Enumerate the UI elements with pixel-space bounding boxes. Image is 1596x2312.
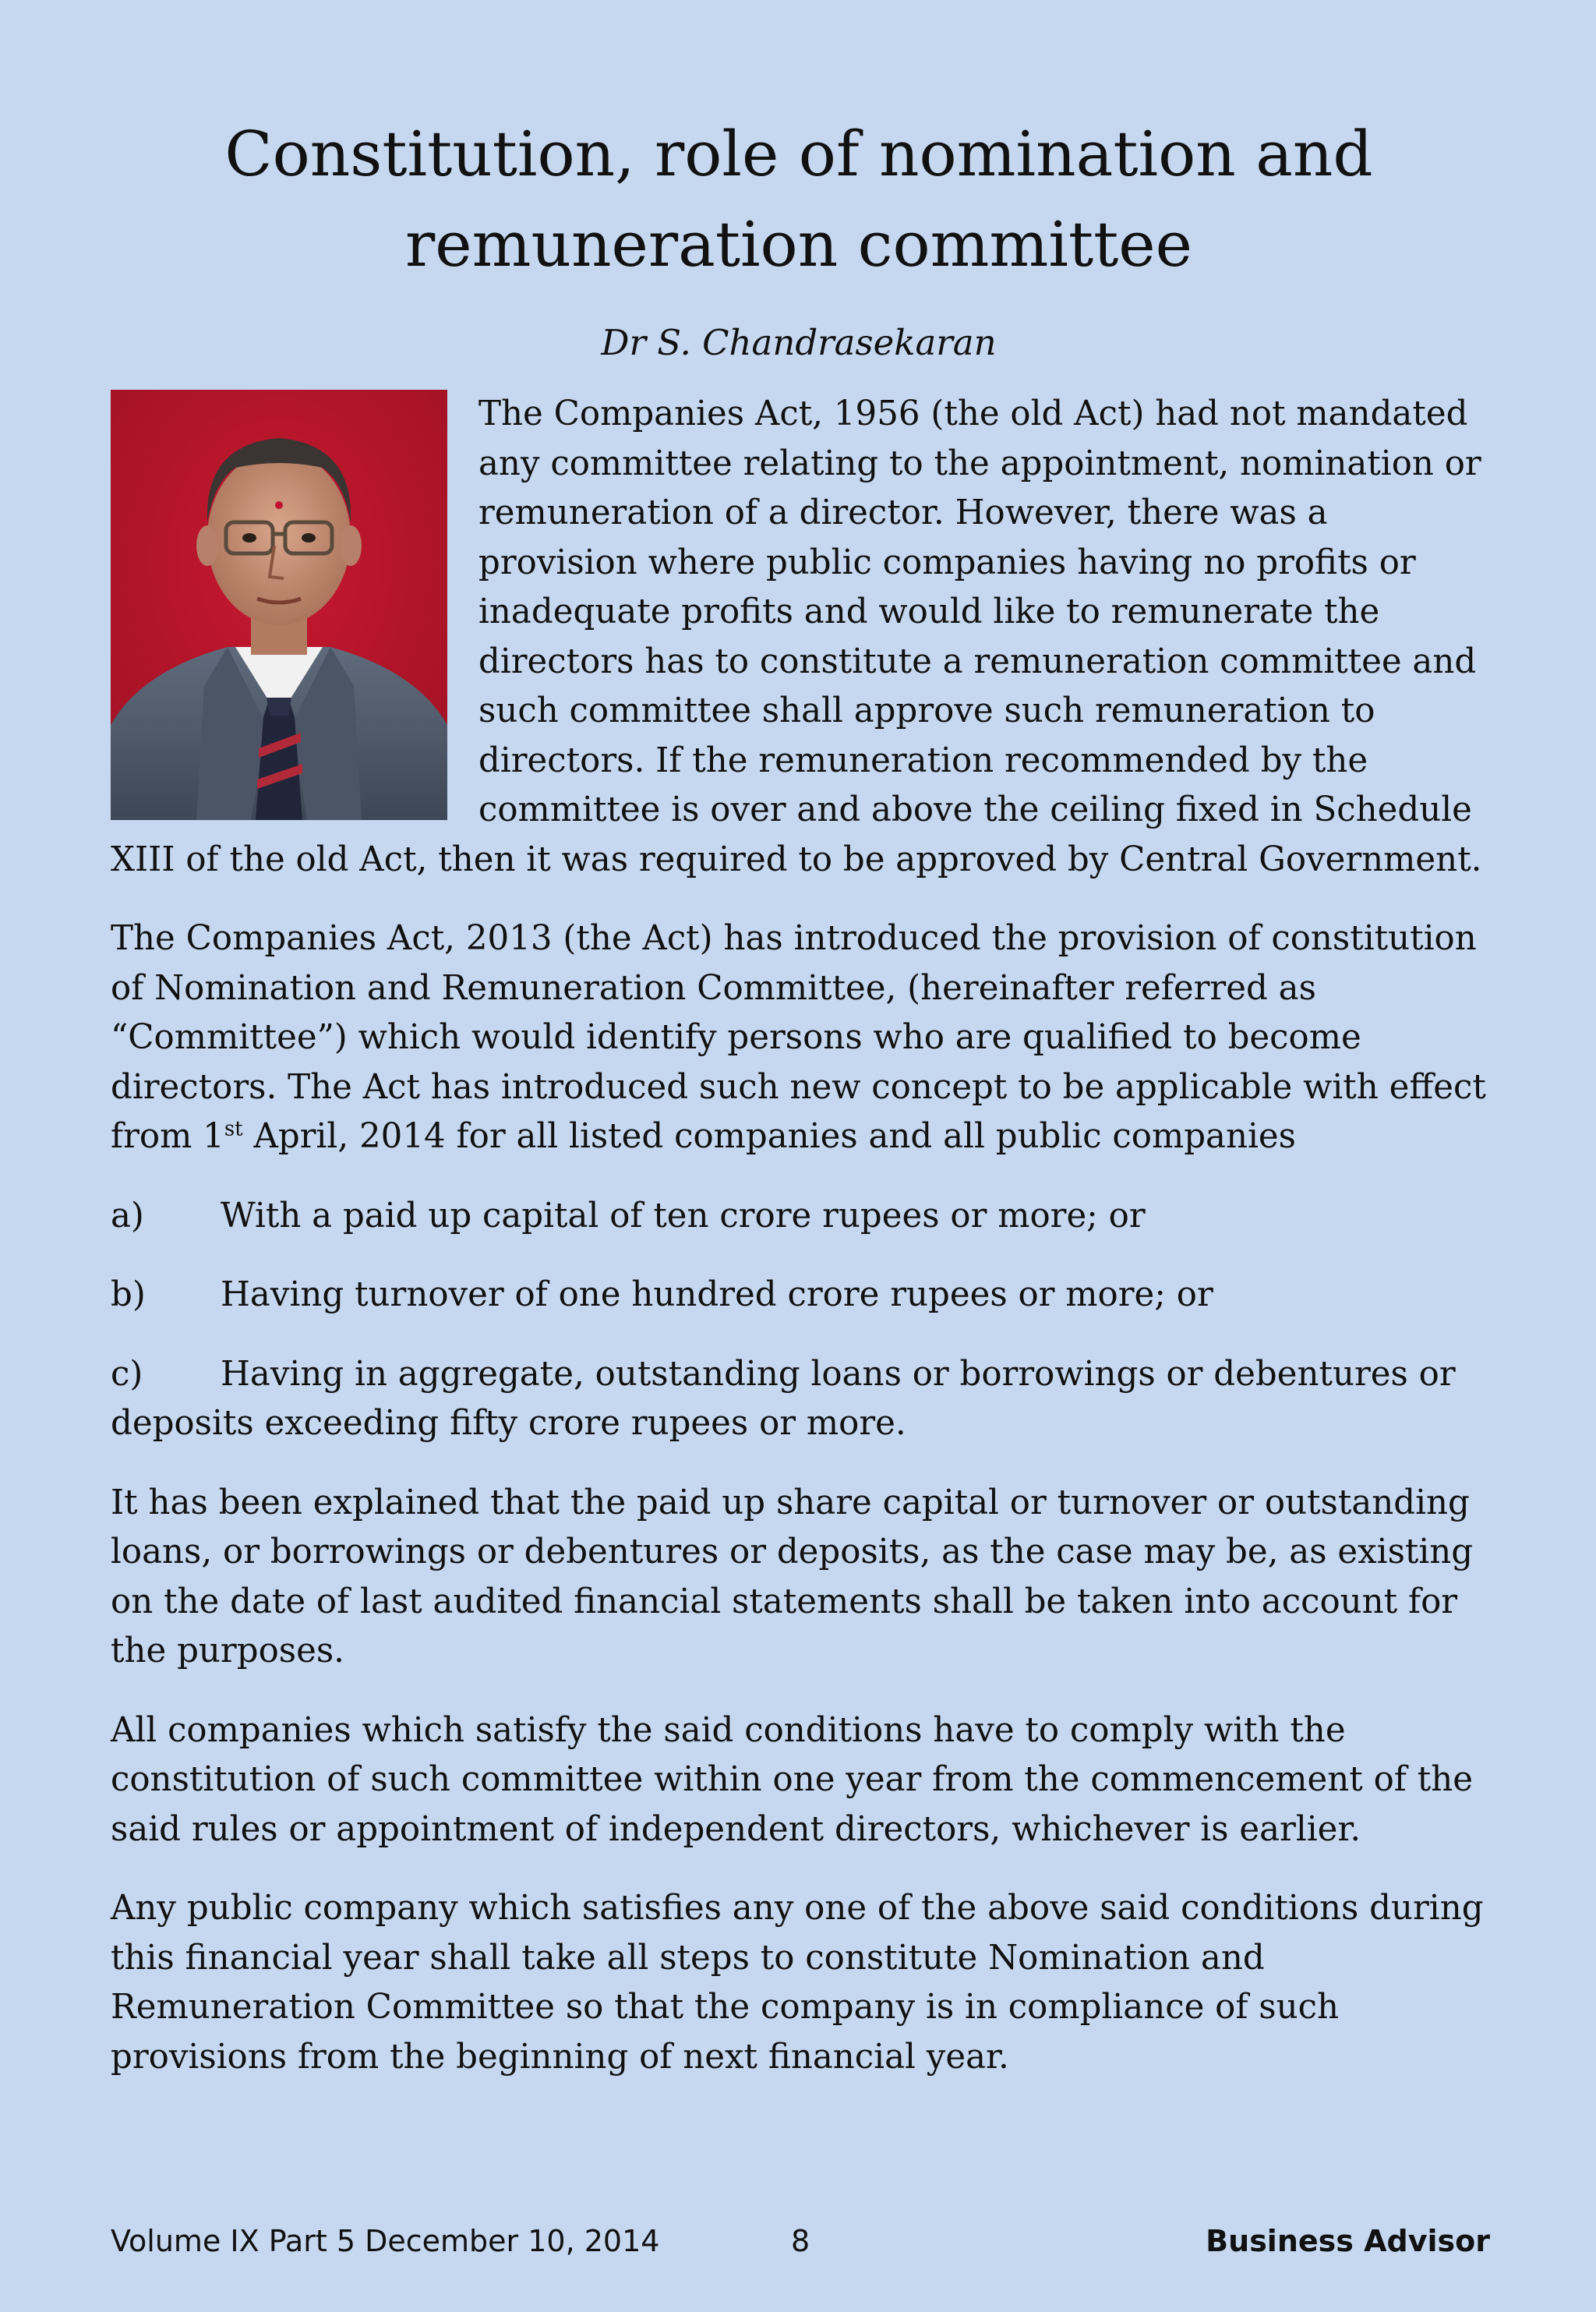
page-number: 8 — [791, 2224, 810, 2258]
list-item — [111, 1271, 1487, 1320]
list-item — [111, 1192, 1487, 1242]
list-marker: a) — [111, 1196, 144, 1236]
list-marker: c) — [111, 1354, 143, 1394]
list-item-text: Having in aggregate, outstanding loans or borrowings or debentures or deposits exceeding fifty crore rupees or more. — [111, 1354, 1456, 1443]
list-item-text: With a paid up capital of ten crore rupees or more; or — [221, 1196, 1146, 1236]
list-item — [111, 1350, 1487, 1449]
ordinal-suffix: st — [224, 1117, 243, 1141]
publication-name: Business Advisor — [1206, 2224, 1490, 2258]
paragraph-3: It has been explained that the paid up share capital or turnover or outstanding loans, or borrowings or debentures or deposits, as the case may be, as existing on the date of last audited financial statements shall be taken into account for the purposes. — [111, 1483, 1474, 1670]
list-marker: b) — [111, 1275, 146, 1314]
list-item-text: Having turnover of one hundred crore rupees or more; or — [221, 1275, 1213, 1314]
author-byline: Dr S. Chandrasekaran — [601, 322, 997, 363]
article — [111, 109, 1487, 2112]
issue-info: Volume IX Part 5 December 10, 2014 — [111, 2224, 660, 2258]
paragraph-2-text-a: The Companies Act, 2013 (the Act) has introduced the provision of constitution of Nomination and Remuneration Committee, (hereinafter referred as “Committee”) which would identify persons who are qualified to become directors. The Act has introduced such new concept to be applicable with effect from 1 — [111, 919, 1486, 1156]
paragraph-2-text-b: April, 2014 for all listed companies and all public companies — [242, 1117, 1296, 1156]
article-title — [111, 109, 1487, 290]
paragraph-1-container — [111, 390, 1487, 885]
paragraph-1: The Companies Act, 1956 (the old Act) had not mandated any committee relating to the appointment, nomination or remuneration of a director. However, there was a provision where public companies having no profits or inadequate profits and would like to remunerate the directors has to constitute a remuneration committee and such committee shall approve such remuneration to directors. If the remuneration recommended by the committee is over and above the ceiling fixed in Schedule XIII of the old Act, then it was required to be approved by Central Government. — [111, 394, 1482, 879]
paragraph-5: Any public company which satisfies any one of the above said conditions during this financial year shall take all steps to constitute Nomination and Remuneration Committee so that the company is in compliance of such provisions from the beginning of next financial year. — [111, 1889, 1484, 2077]
page-footer — [111, 2218, 1490, 2264]
title-line-2: remuneration committee — [405, 208, 1192, 281]
paragraph-2 — [111, 914, 1487, 1162]
paragraph-4: All companies which satisfy the said conditions have to comply with the constitution of such committee within one year from the commencement of the said rules or appointment of independent directors, whichever is earlier. — [111, 1710, 1473, 1849]
author-portrait-icon — [111, 390, 447, 820]
title-line-1: Constitution, role of nomination and — [224, 118, 1373, 190]
portrait-svg — [111, 390, 447, 820]
